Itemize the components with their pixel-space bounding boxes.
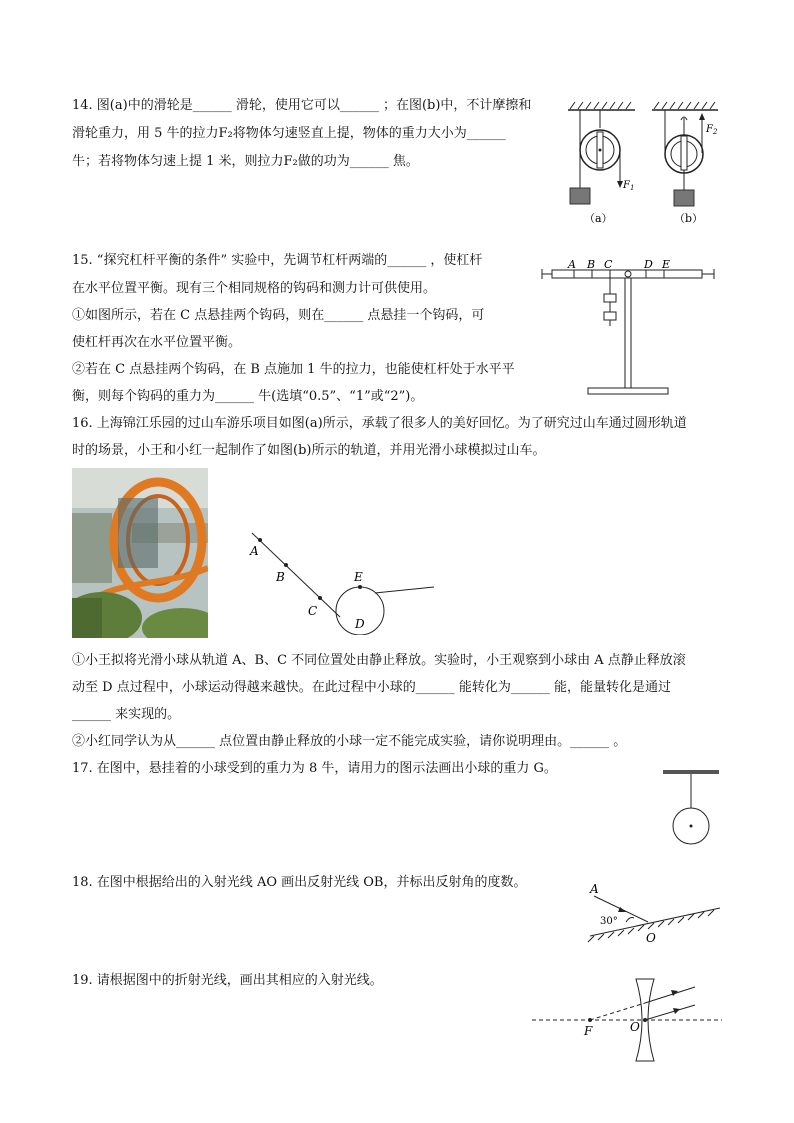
lever-figure	[538, 252, 720, 402]
ray-label-a: A	[590, 882, 599, 896]
q15-line-4: 使杠杆再次在水平位置平衡。	[72, 335, 242, 350]
track-point-d: D	[355, 617, 365, 631]
q18-text: 18. 在图中根据给出的入射光线 AO 画出反射光线 OB，并标出反射角的度数。	[72, 875, 527, 890]
q16-line-2: 时的场景，小王和小红一起制作了如图(b)所示的轨道，并用光滑小球模拟过山车。	[72, 443, 546, 458]
q14-line-3: 牛；若将物体匀速上提 1 米，则拉力F₂做的功为______ 焦。	[72, 154, 419, 169]
svg-text:F2	[705, 124, 718, 136]
q16-sub-1: ①小王拟将光滑小球从轨道 A、B、C 不同位置处由静止释放。实验时，小王观察到小球由 A 点静止释放滚	[72, 653, 686, 668]
lever-point-e: E	[662, 258, 671, 271]
f1-label: F	[623, 180, 630, 191]
lens-figure	[530, 975, 725, 1065]
q17-text: 17. 在图中，悬挂着的小球受到的重力为 8 牛，请用力的图示法画出小球的重力 G。	[72, 761, 557, 776]
q16-sub-3: ______ 来实现的。	[72, 707, 181, 722]
q15-line-5: ②若在 C 点悬挂两个钩码，在 B 点施加 1 牛的拉力，也能使杠杆处于水平平	[72, 362, 515, 377]
track-point-c: C	[308, 604, 318, 618]
q16-line-1: 16. 上海锦江乐园的过山车游乐项目如图(a)所示，承载了很多人的美好回忆。为了研究过山车通过圆形轨道	[72, 416, 687, 431]
track-point-e: E	[354, 570, 363, 584]
pulley-figure	[560, 98, 730, 228]
ray-label-o: O	[646, 931, 656, 945]
lever-point-b: B	[587, 258, 596, 271]
f1-sub: 1	[629, 184, 635, 192]
center-label-o: O	[630, 1020, 640, 1034]
lever-point-d: D	[644, 258, 653, 271]
q15-line-6: 衡，则每个钩码的重力为______ 牛(选填“0.5”、“1”或“2”)。	[72, 389, 424, 404]
lever-point-a: A	[568, 258, 576, 271]
reflection-figure	[580, 878, 725, 948]
roller-coaster-photo	[72, 468, 208, 638]
q16-sub-2: 动至 D 点过程中，小球运动得越来越快。在此过程中小球的______ 能转化为______ 能，能量转化是通过	[72, 680, 671, 695]
f2-label: F	[706, 124, 713, 135]
q15-line-1: 15. “探究杠杆平衡的条件” 实验中，先调节杠杆两端的______ ，使杠杆	[72, 253, 483, 268]
q14-line-1: 14. 图(a)中的滑轮是______ 滑轮，使用它可以______ ；在图(b)中，不计摩擦和	[72, 98, 532, 113]
q19-text: 19. 请根据图中的折射光线，画出其相应的入射光线。	[72, 973, 383, 988]
svg-text:F1	[622, 180, 634, 192]
track-point-b: B	[276, 570, 285, 584]
hanging-ball-figure	[655, 768, 725, 848]
angle-label: 30°	[600, 916, 618, 927]
track-point-a: A	[250, 544, 259, 558]
q16-sub-4: ②小红同学认为从______ 点位置由静止释放的小球一定不能完成实验，请你说明理由。______ 。	[72, 734, 627, 749]
f2-sub: 2	[712, 128, 718, 136]
fig-a-label: （a）	[584, 212, 613, 225]
lever-point-c: C	[604, 258, 613, 271]
q15-line-2: 在水平位置平衡。现有三个相同规格的钩码和测力计可供使用。	[72, 281, 437, 296]
pulley-a	[568, 102, 635, 225]
loop-track-figure	[240, 525, 440, 635]
q15-line-3: ①如图所示，若在 C 点悬挂两个钩码，则在______ 点悬挂一个钩码，可	[72, 308, 485, 323]
fig-b-label: （b）	[674, 212, 704, 225]
q14-line-2: 滑轮重力，用 5 牛的拉力F₂将物体匀速竖直上提，物体的重力大小为______	[72, 126, 506, 141]
pulley-b	[652, 102, 718, 225]
focal-label-f: F	[584, 1024, 593, 1038]
